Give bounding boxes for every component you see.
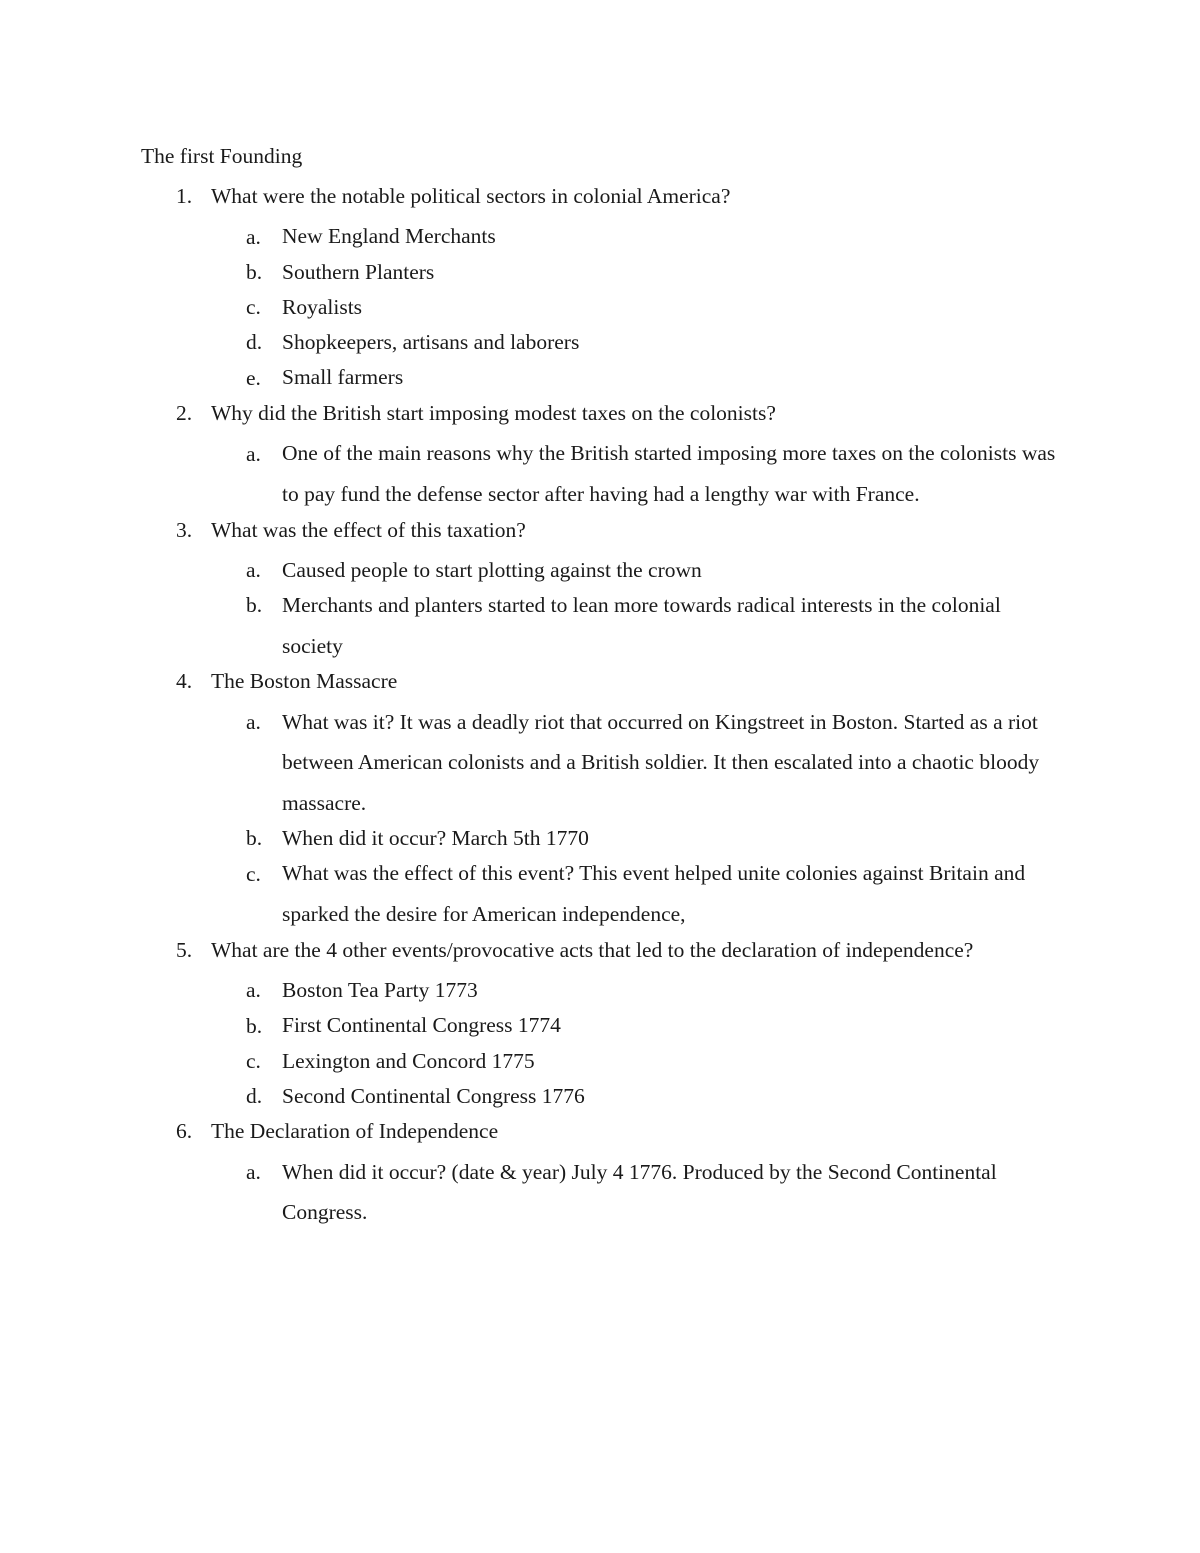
question-number: 1. [176,184,193,208]
answer-text: Boston Tea Party 1773 [282,977,478,1002]
answer-text: Small farmers [282,365,404,390]
question-number: 5. [176,937,193,962]
answer-item [0,357,1062,398]
answer-item [0,853,1062,934]
answer-text: What was the effect of this event? This event helped unite colonies against Britain and sparked the desire for American independence, [282,861,1026,927]
answer-item [0,702,1062,824]
answer-letter: d. [246,330,263,355]
answer-letter: a. [246,978,261,1003]
answer-letter: c. [246,1048,261,1073]
answer-text: One of the main reasons why the British started imposing more taxes on the colonists was to pay fund the defense sector after having had a lengthy war with France. [282,441,1056,506]
answer-letter: e. [246,365,261,390]
answer-list [0,216,1200,398]
answer-text: When did it occur? (date & year) July 4 1776. Produced by the Second Continental Congress. [282,1159,997,1225]
question-number: 2. [176,401,193,426]
answer-text: Lexington and Concord 1775 [282,1048,535,1073]
answer-letter: b. [246,826,263,851]
answer-text: When did it occur? March 5th 1770 [282,826,589,851]
answer-text: Caused people to start plotting against the crown [282,557,702,582]
answer-list [0,550,1200,666]
answer-letter: a. [246,558,261,583]
question-item [0,1116,1200,1232]
answer-item [0,1152,1062,1233]
answer-list [0,970,1200,1116]
answer-letter: b. [246,593,263,618]
answer-item [0,585,1062,666]
answer-list [0,433,1200,514]
question-item [0,666,1200,934]
answer-list [0,702,1200,935]
question-list [0,181,1200,1233]
document-title: The first Founding [141,144,303,168]
answer-letter: a. [246,709,261,734]
answer-letter: a. [246,441,261,466]
answer-item [0,1076,1062,1117]
answer-text: New England Merchants [282,224,496,249]
question-text: Why did the British start imposing modest taxes on the colonists? [211,401,776,426]
question-number: 6. [176,1119,193,1144]
question-text: The Boston Massacre [211,669,398,694]
answer-text: Second Continental Congress 1776 [282,1083,585,1108]
answer-text: Shopkeepers, artisans and laborers [282,330,580,355]
answer-letter: a. [246,1159,261,1184]
question-item [0,935,1200,1117]
question-number: 4. [176,669,193,694]
question-text: What are the 4 other events/provocative acts that led to the declaration of independence? [211,937,974,962]
answer-text: Royalists [282,294,363,319]
answer-letter: b. [246,259,263,284]
answer-letter: b. [246,1013,263,1038]
answer-letter: a. [246,224,261,249]
question-text: The Declaration of Independence [211,1119,499,1144]
answer-text: What was it? It was a deadly riot that occurred on Kingstreet in Boston. Started as a riot between American colonists and a British soldier. It then escalated into a chaotic bloody massacre. [282,709,1040,815]
question-text: What were the notable political sectors in colonial America? [211,184,731,208]
question-text: What was the effect of this taxation? [211,517,526,542]
answer-letter: c. [246,861,261,886]
answer-text: First Continental Congress 1774 [282,1013,561,1038]
answer-letter: d. [246,1084,263,1109]
answer-text: Merchants and planters started to lean more towards radical interests in the colonial society [282,593,1001,658]
answer-item [0,433,1062,514]
answer-letter: c. [246,295,261,320]
question-item [0,515,1200,667]
answer-text: Southern Planters [282,259,435,284]
question-item [0,398,1200,514]
question-number: 3. [176,517,193,542]
answer-list [0,1152,1200,1233]
question-item [0,181,1200,398]
